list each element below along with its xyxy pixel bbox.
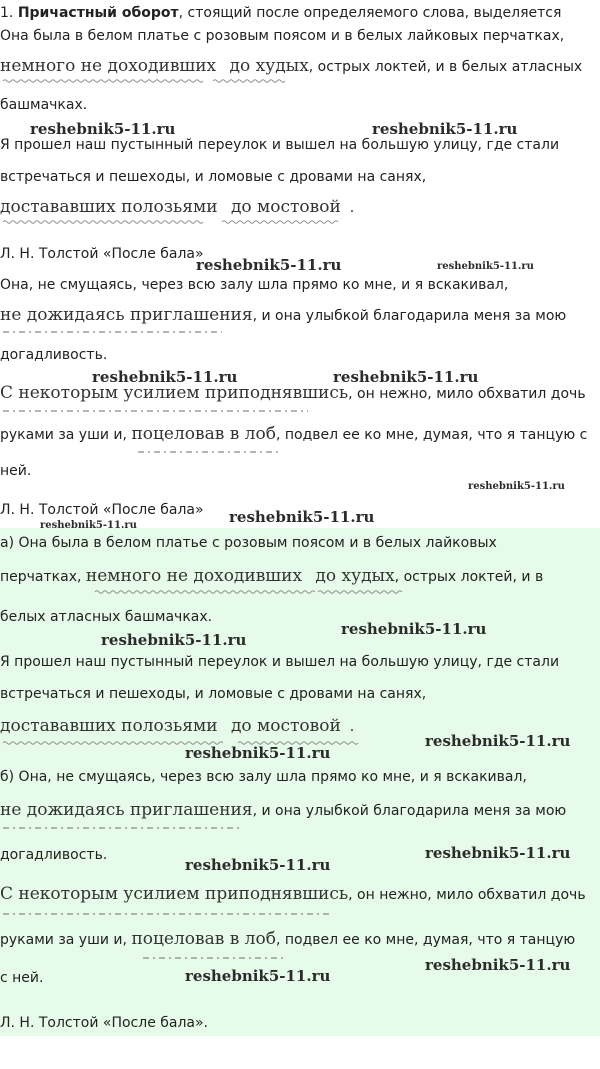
answer-line: не дожидаясь приглашения, и она улыбкой благодарила меня за мою bbox=[0, 800, 567, 820]
answer-line: перчатках, немного не доходивших до худых, острых локтей, и в bbox=[0, 566, 544, 586]
wavy-underline bbox=[3, 80, 203, 83]
answer-line: достававших полозьями до мостовой . bbox=[0, 716, 355, 736]
wavy-underline bbox=[213, 80, 285, 83]
answer-line: белых атласных башмачках. bbox=[0, 609, 213, 625]
watermark: reshebnik5-11.ru bbox=[425, 732, 571, 750]
wavy-underline bbox=[222, 221, 338, 224]
example-line: С некоторым усилием приподнявшись, он нежно, мило обхватил дочь bbox=[0, 383, 586, 403]
watermark: reshebnik5-11.ru bbox=[229, 508, 375, 526]
watermark: reshebnik5-11.ru bbox=[40, 520, 137, 531]
example-line: Я прошел наш пустынный переулок и вышел на большую улицу, где стали bbox=[0, 137, 560, 153]
example-line: башмачках. bbox=[0, 97, 88, 113]
watermark: reshebnik5-11.ru bbox=[437, 261, 534, 272]
watermark: reshebnik5-11.ru bbox=[101, 631, 247, 649]
answer-line: б) Она, не смущаясь, через всю залу шла прямо ко мне, и я вскакивал, bbox=[0, 769, 527, 785]
handwritten-participle: немного не доходивших bbox=[0, 56, 217, 76]
example-line: догадливость. bbox=[0, 347, 108, 363]
source-citation: Л. Н. Толстой «После бала». bbox=[0, 1015, 209, 1031]
answer-line: Я прошел наш пустынный переулок и вышел на большую улицу, где стали bbox=[0, 654, 560, 670]
watermark: reshebnik5-11.ru bbox=[196, 256, 342, 274]
watermark: reshebnik5-11.ru bbox=[468, 481, 565, 492]
answer-line: с ней. bbox=[0, 970, 44, 986]
handwritten-participle: не дожидаясь приглашения bbox=[0, 305, 253, 325]
source-citation: Л. Н. Толстой «После бала» bbox=[0, 502, 204, 518]
example-line: не дожидаясь приглашения, и она улыбкой благодарила меня за мою bbox=[0, 305, 567, 325]
watermark: reshebnik5-11.ru bbox=[425, 844, 571, 862]
watermark: reshebnik5-11.ru bbox=[372, 120, 518, 138]
example-line: ней. bbox=[0, 463, 32, 479]
wavy-underline bbox=[95, 591, 315, 594]
answer-line: руками за уши и, поцеловав в лоб, подвел ее ко мне, думая, что я танцую bbox=[0, 929, 576, 949]
wavy-underline bbox=[3, 221, 203, 224]
watermark: reshebnik5-11.ru bbox=[341, 620, 487, 638]
handwritten-participle: до худых bbox=[315, 566, 395, 586]
wavy-underline bbox=[318, 591, 402, 594]
handwritten-participle: достававших полозьями bbox=[0, 197, 218, 217]
example-line: встречаться и пешеходы, и ломовые с дровами на санях, bbox=[0, 169, 427, 185]
watermark: reshebnik5-11.ru bbox=[425, 956, 571, 974]
handwritten-participle: поцеловав в лоб bbox=[131, 424, 276, 444]
example-line: достававших полозьями до мостовой . bbox=[0, 197, 355, 217]
handwritten-participle: достававших полозьями bbox=[0, 716, 218, 736]
watermark: reshebnik5-11.ru bbox=[185, 856, 331, 874]
handwritten-participle: не дожидаясь приглашения bbox=[0, 800, 253, 820]
answer-line: догадливость. bbox=[0, 847, 108, 863]
watermark: reshebnik5-11.ru bbox=[30, 120, 176, 138]
handwritten-participle: немного не доходивших bbox=[85, 566, 303, 586]
watermark: reshebnik5-11.ru bbox=[333, 368, 479, 386]
handwritten-participle: С некоторым усилием приподнявшись bbox=[0, 884, 349, 904]
example-line: руками за уши и, поцеловав в лоб, подвел ее ко мне, думая, что я танцую с bbox=[0, 424, 588, 444]
handwritten-participle: до мостовой bbox=[230, 197, 341, 217]
source-citation: Л. Н. Толстой «После бала» bbox=[0, 246, 204, 262]
example-line: Она была в белом платье с розовым поясом и в белых лайковых перчатках, bbox=[0, 28, 565, 44]
handwritten-participle: до мостовой bbox=[230, 716, 341, 736]
watermark: reshebnik5-11.ru bbox=[185, 744, 331, 762]
handwritten-participle: поцеловав в лоб bbox=[131, 929, 276, 949]
answer-line: С некоторым усилием приподнявшись, он нежно, мило обхватил дочь bbox=[0, 884, 586, 904]
watermark: reshebnik5-11.ru bbox=[185, 967, 331, 985]
handwritten-participle: С некоторым усилием приподнявшись bbox=[0, 383, 349, 403]
example-line: Она, не смущаясь, через всю залу шла прямо ко мне, и я вскакивал, bbox=[0, 277, 509, 293]
example-line: немного не доходивших до худых, острых локтей, и в белых атласных bbox=[0, 56, 583, 76]
handwritten-participle: до худых bbox=[229, 56, 309, 76]
watermark: reshebnik5-11.ru bbox=[92, 368, 238, 386]
task-rule: 1. Причастный оборот, стоящий после определяемого слова, выделяется bbox=[0, 5, 562, 21]
answer-line: а) Она была в белом платье с розовым поясом и в белых лайковых bbox=[0, 535, 497, 551]
answer-line: встречаться и пешеходы, и ломовые с дровами на санях, bbox=[0, 686, 427, 702]
